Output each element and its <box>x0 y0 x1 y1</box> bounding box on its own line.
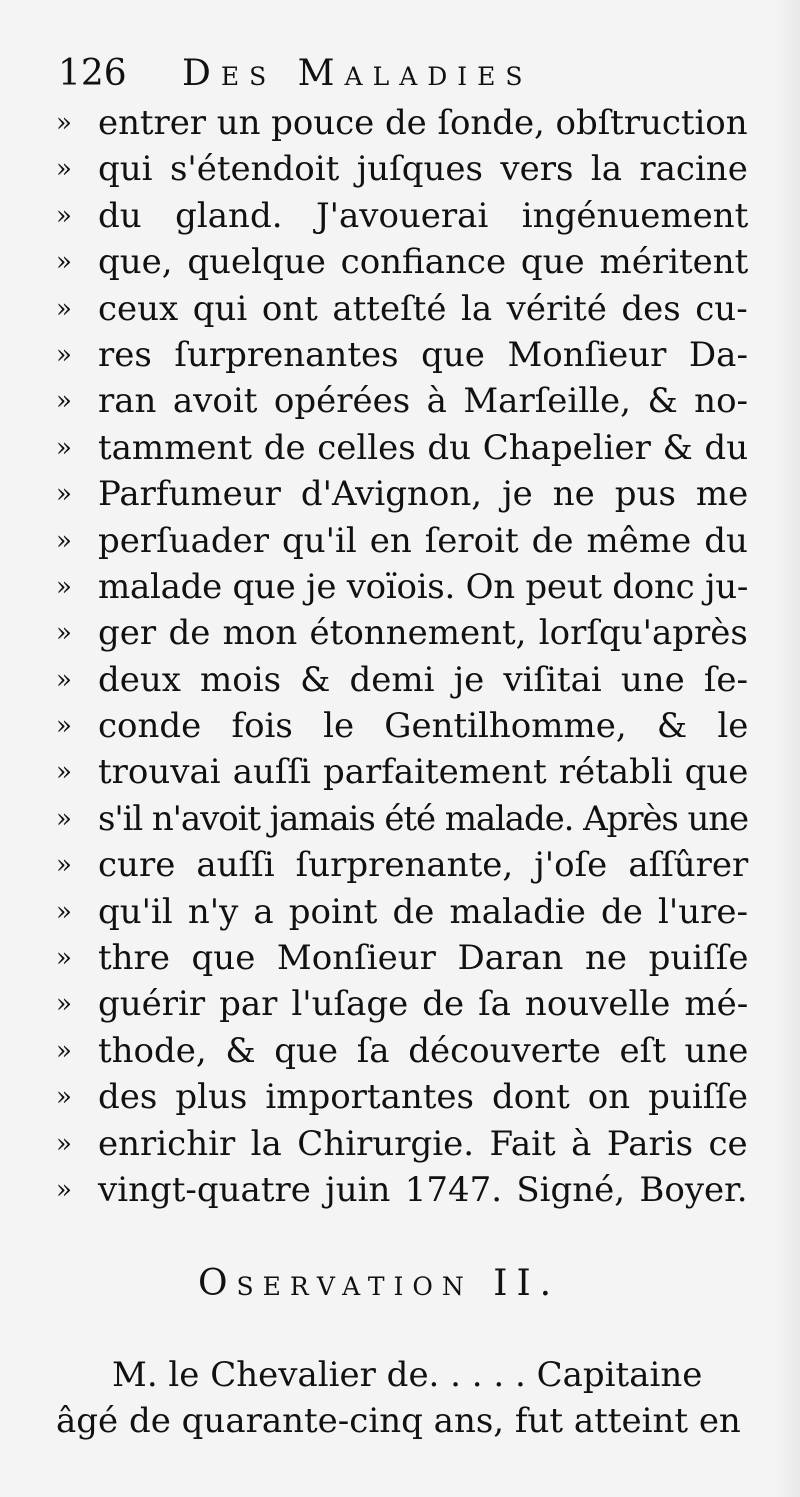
line-text: qui s'étendoit juſques vers la racine <box>98 149 748 190</box>
line-text: ran avoit opérées à Marſeille, & no- <box>98 381 749 422</box>
text-line <box>56 981 756 1027</box>
quotation-mark: » <box>56 711 72 742</box>
running-title: Des Maladies <box>182 53 533 94</box>
text-line <box>56 935 756 981</box>
line-text: conde fois le Gentilhomme, & le <box>98 706 749 747</box>
line-text: s'il n'avoit jamais été malade. Après une <box>98 798 749 839</box>
text-line <box>56 332 756 378</box>
text-line <box>56 564 756 610</box>
quotation-mark: » <box>56 247 72 278</box>
quotation-mark: » <box>56 525 72 556</box>
text-line <box>56 239 756 285</box>
text-line <box>56 610 756 656</box>
quotation-mark: » <box>56 803 72 834</box>
text-line <box>56 842 756 888</box>
line-text: tamment de celles du Chapelier & du <box>98 427 749 468</box>
line-text: ger de mon étonnement, lorſqu'après <box>98 613 748 654</box>
quotation-mark: » <box>56 1082 72 1113</box>
line-text: du gland. J'avouerai ingénuement <box>98 195 749 236</box>
line-text: des plus importantes dont on puiſſe <box>98 1077 749 1118</box>
text-line <box>56 889 756 935</box>
quotation-mark: » <box>56 200 72 231</box>
text-line <box>56 657 756 703</box>
line-text: deux mois & demi je viſitai une ſe- <box>98 659 749 700</box>
quotation-mark: » <box>56 989 72 1020</box>
text-line <box>56 193 756 239</box>
quotation-mark: » <box>56 896 72 927</box>
text-line <box>56 749 756 795</box>
line-text: perſuader qu'il en ſeroit de même du <box>98 520 748 561</box>
paragraph-line: M. le Chevalier de. . . . . Capitaine <box>112 1355 703 1395</box>
line-text: malade que je voïois. On peut donc ju- <box>98 566 749 607</box>
page-header <box>58 52 758 96</box>
text-line <box>56 796 756 842</box>
line-text: ceux qui ont atteſté la vérité des cu- <box>98 288 748 329</box>
quotation-mark: » <box>56 386 72 417</box>
quotation-mark: » <box>56 618 72 649</box>
text-line <box>56 518 756 564</box>
quotation-mark: » <box>56 339 72 370</box>
quotation-mark: » <box>56 757 72 788</box>
line-text: enrichir la Chirurgie. Fait à Paris ce <box>98 1123 748 1164</box>
quotation-mark: » <box>56 1174 72 1205</box>
quotation-mark: » <box>56 108 72 138</box>
text-line <box>56 1074 756 1120</box>
text-line <box>56 1121 756 1167</box>
paragraph-line: âgé de quarante-cinq ans, fut atteint en <box>56 1401 741 1442</box>
text-line <box>56 703 756 749</box>
line-text: thre que Monſieur Daran ne puiſſe <box>98 938 749 979</box>
quotation-mark: » <box>56 154 72 185</box>
line-text: thode, & que ſa découverte eſt une <box>98 1030 749 1071</box>
line-text: entrer un pouce de ſonde, obſtruction <box>98 103 748 143</box>
text-line <box>56 1167 756 1213</box>
page-edge-shadow <box>774 0 800 1497</box>
line-text: cure auſſi ſurprenante, j'oſe aſſûrer <box>98 845 749 886</box>
text-line <box>56 1028 756 1074</box>
quotation-mark: » <box>56 571 72 602</box>
quotation-mark: » <box>56 479 72 510</box>
section-heading: Oservation II. <box>198 1263 561 1304</box>
quotation-mark: » <box>56 664 72 695</box>
quotation-mark: » <box>56 293 72 324</box>
text-line <box>56 471 756 517</box>
quotation-mark: » <box>56 943 72 974</box>
quotation-mark: » <box>56 1035 72 1066</box>
line-text: qu'il n'y a point de maladie de l'ure- <box>98 891 748 932</box>
text-line <box>56 425 756 471</box>
line-text: vingt-quatre juin 1747. Signé, Boyer. <box>98 1169 748 1210</box>
paragraph-block <box>56 1352 756 1445</box>
quoted-text-block <box>56 100 756 1213</box>
line-text: trouvai auſſi parfaitement rétabli que <box>98 752 749 793</box>
text-line <box>56 286 756 332</box>
text-line <box>56 146 756 192</box>
line-text: guérir par l'uſage de ſa nouvelle mé- <box>98 984 749 1025</box>
line-text: res ſurprenantes que Monſieur Da- <box>98 334 748 375</box>
text-line <box>56 378 756 424</box>
line-text: que, quelque confiance que méritent <box>98 242 749 283</box>
text-line <box>56 100 756 146</box>
quotation-mark: » <box>56 850 72 881</box>
quotation-mark: » <box>56 432 72 463</box>
quotation-mark: » <box>56 1128 72 1159</box>
line-text: Parfumeur d'Avignon, je ne pus me <box>98 474 749 515</box>
page-number: 126 <box>58 53 127 94</box>
